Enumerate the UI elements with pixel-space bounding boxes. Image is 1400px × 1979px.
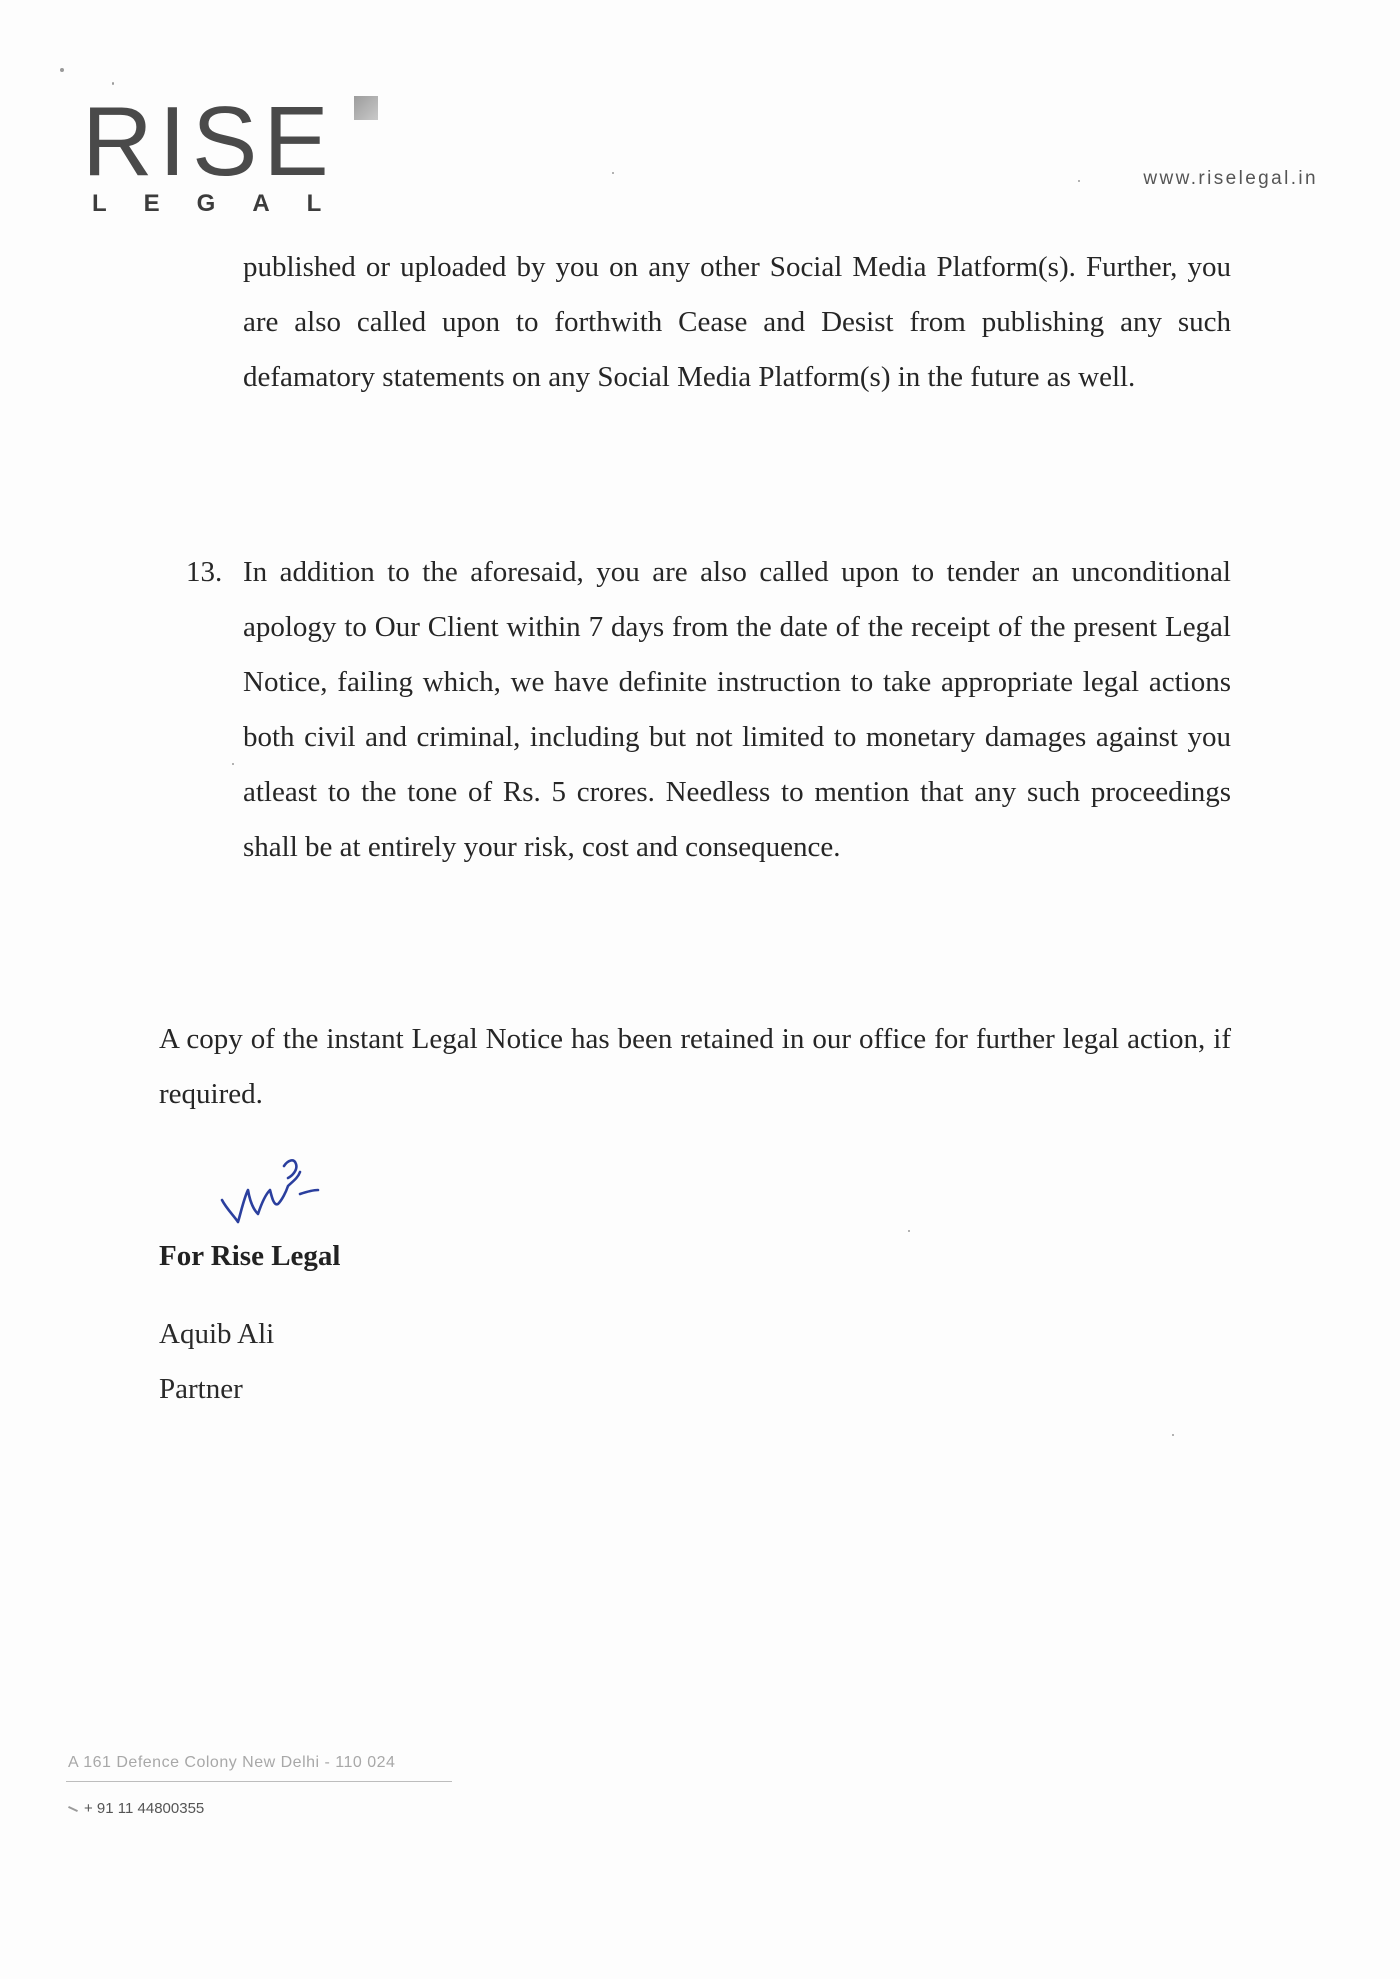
website-url: www.riselegal.in	[1143, 168, 1318, 189]
scan-speck	[232, 763, 234, 765]
rise-legal-logo	[82, 86, 402, 217]
footer-divider	[66, 1781, 452, 1782]
footer-phone	[68, 1800, 204, 1817]
footer-phone-number: + 91 11 44800355	[84, 1800, 205, 1817]
item-number: 13.	[186, 556, 223, 588]
continuation-paragraph: published or uploaded by you on any other Social Media Platform(s). Further, you are also called upon to forthwith Cease and Desist from publishing any such defamatory statements on any Social Media Platform(s) in the future as well.	[243, 251, 1231, 393]
closing-paragraph: A copy of the instant Legal Notice has been retained in our office for further legal action, if required.	[159, 1023, 1231, 1110]
signer-title: Partner	[159, 1373, 243, 1405]
logo-wordmark: RISE	[82, 86, 335, 196]
item-text: In addition to the aforesaid, you are also called upon to tender an unconditional apology to Our Client within 7 days from the date of the receipt of the present Legal Notice, failing which, we have definite instruction to take appropriate legal actions both civil and criminal, including but not limited to monetary damages against you atleast to the tone of Rs. 5 crores. Needless to mention that any such proceedings shall be at entirely your risk, cost and consequence.	[243, 556, 1231, 863]
handwritten-signature	[208, 1150, 328, 1240]
for-firm-label: For Rise Legal	[159, 1240, 341, 1272]
scan-speck	[112, 82, 114, 85]
scan-speck	[1172, 1434, 1174, 1436]
footer-address: A 161 Defence Colony New Delhi - 110 024	[68, 1754, 396, 1771]
scan-speck	[60, 68, 64, 72]
logo-subtitle: LEGAL	[92, 190, 359, 217]
scan-speck	[908, 1230, 910, 1232]
scan-speck	[612, 172, 614, 174]
logo-accent-square	[354, 96, 378, 120]
signer-name: Aquib Ali	[159, 1318, 275, 1350]
scan-speck	[1078, 180, 1080, 182]
phone-icon	[68, 1806, 78, 1812]
